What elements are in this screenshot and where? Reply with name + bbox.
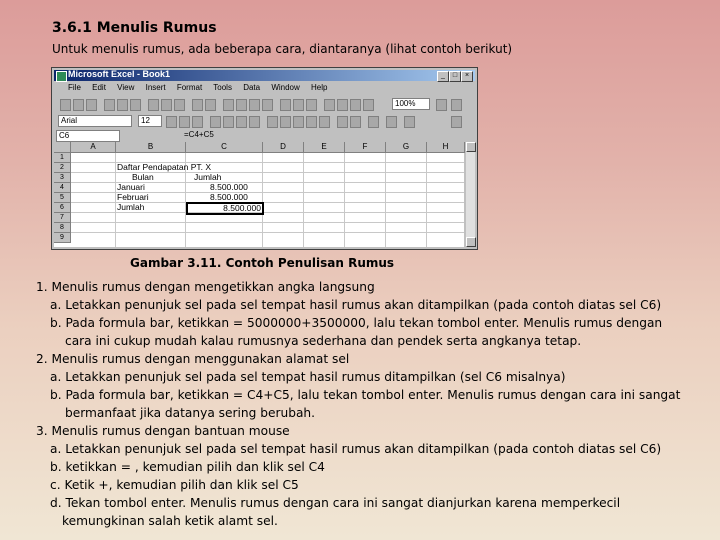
row-header[interactable]: 1 — [54, 153, 71, 163]
scroll-up-icon[interactable] — [466, 142, 476, 152]
gridline — [71, 222, 464, 223]
cell-c4[interactable]: 8.500.000 — [210, 182, 248, 192]
chevron-icon[interactable] — [451, 99, 462, 111]
name-box[interactable]: C6 — [56, 130, 120, 142]
help-icon[interactable] — [337, 99, 348, 111]
fill-color-icon[interactable] — [386, 116, 397, 128]
cell-b2[interactable]: Daftar Pendapatan PT. X — [117, 162, 212, 172]
formula-bar-row — [54, 130, 475, 141]
step-3d-cont: kemungkinan salah ketik alamt sel. — [62, 514, 278, 528]
cell-b5[interactable]: Februari — [117, 192, 149, 202]
spelling-icon[interactable] — [130, 99, 141, 111]
cell-c3[interactable]: Jumlah — [194, 172, 222, 182]
bar-chart-icon[interactable] — [350, 99, 361, 111]
new-icon[interactable] — [60, 99, 71, 111]
column-header[interactable]: C — [186, 142, 263, 153]
sort-asc-icon[interactable] — [249, 99, 260, 111]
merge-center-icon[interactable] — [249, 116, 260, 128]
section-subtitle: Untuk menulis rumus, ada beberapa cara, diantaranya (lihat contoh berikut) — [52, 42, 513, 56]
chevron-icon[interactable] — [451, 116, 462, 128]
cell-b3[interactable]: Bulan — [132, 172, 154, 182]
row-header[interactable]: 8 — [54, 223, 71, 233]
row-header[interactable]: 3 — [54, 173, 71, 183]
step-1: 1. Menulis rumus dengan mengetikkan angka langsung — [36, 280, 375, 294]
cell-b4[interactable]: Januari — [117, 182, 145, 192]
vertical-scrollbar[interactable] — [466, 142, 475, 247]
row-header[interactable]: 4 — [54, 183, 71, 193]
step-2: 2. Menulis rumus dengan menggunakan alamat sel — [36, 352, 350, 366]
column-header[interactable]: H — [427, 142, 465, 153]
font-name-select[interactable]: Arial — [58, 115, 132, 127]
standard-toolbar — [56, 97, 473, 112]
preview-icon[interactable] — [117, 99, 128, 111]
menu-tools[interactable]: Tools — [213, 83, 232, 92]
excel-menu-bar — [68, 83, 336, 94]
step-1a: a. Letakkan penunjuk sel pada sel tempat hasil rumus akan ditampilkan (pada contoh diatas sel C6) — [50, 298, 662, 312]
save-icon[interactable] — [86, 99, 97, 111]
step-3: 3. Menulis rumus dengan bantuan mouse — [36, 424, 290, 438]
decrease-decimal-icon[interactable] — [319, 116, 330, 128]
open-icon[interactable] — [73, 99, 84, 111]
menu-help[interactable]: Help — [311, 83, 328, 92]
step-2a: a. Letakkan penunjuk sel pada sel tempat hasil rumus ditampilkan (sel C6 misalnya) — [50, 370, 566, 384]
borders-icon[interactable] — [368, 116, 379, 128]
maximize-button[interactable]: □ — [449, 71, 461, 82]
web-icon[interactable] — [324, 99, 335, 111]
excel-screenshot — [51, 67, 478, 250]
chart-icon[interactable] — [280, 99, 291, 111]
print-icon[interactable] — [104, 99, 115, 111]
excel-title-bar — [54, 70, 475, 81]
step-2b: b. Pada formula bar, ketikkan = C4+C5, lalu tekan tombol enter. Menulis rumus dengan cara ini sangat — [50, 388, 681, 402]
gridline — [71, 232, 464, 233]
step-3c: c. Ketik +, kemudian pilih dan klik sel C5 — [50, 478, 299, 492]
align-left-icon[interactable] — [210, 116, 221, 128]
row-header[interactable]: 5 — [54, 193, 71, 203]
column-header[interactable]: B — [116, 142, 186, 153]
sort-desc-icon[interactable] — [262, 99, 273, 111]
row-header[interactable]: 2 — [54, 163, 71, 173]
cell-c6-selected[interactable]: 8.500.000 — [186, 202, 264, 215]
menu-insert[interactable]: Insert — [145, 83, 166, 92]
percent-icon[interactable] — [280, 116, 291, 128]
italic-icon[interactable] — [179, 116, 190, 128]
scroll-down-icon[interactable] — [466, 237, 476, 247]
menu-format[interactable]: Format — [176, 83, 203, 92]
cell-b6[interactable]: Jumlah — [117, 202, 145, 212]
figure-caption: Gambar 3.11. Contoh Penulisan Rumus — [130, 256, 395, 270]
row-header[interactable]: 6 — [54, 203, 71, 213]
align-center-icon[interactable] — [223, 116, 234, 128]
column-header[interactable]: E — [304, 142, 345, 153]
column-header[interactable]: A — [71, 142, 116, 153]
step-1b-cont: cara ini cukup mudah kalau rumusnya sederhana dan pendek serta angkanya tetap. — [65, 334, 582, 348]
office-assistant-icon[interactable] — [436, 99, 447, 111]
bold-icon[interactable] — [166, 116, 177, 128]
excel-app-icon — [56, 71, 67, 82]
autosum-icon[interactable] — [223, 99, 234, 111]
step-1b: b. Pada formula bar, ketikkan = 5000000+3500000, lalu tekan tombol enter. Menulis rumus dengan — [50, 316, 663, 330]
step-2b-cont: bermanfaat jika datanya sering berubah. — [65, 406, 316, 420]
step-3d: d. Tekan tombol enter. Menulis rumus dengan cara ini sangat dianjurkan karena memperkecil — [50, 496, 621, 510]
currency-icon[interactable] — [267, 116, 278, 128]
copy-icon[interactable] — [161, 99, 172, 111]
gridline — [71, 212, 464, 213]
menu-view[interactable]: View — [117, 83, 135, 92]
align-right-icon[interactable] — [236, 116, 247, 128]
close-button[interactable]: × — [461, 71, 473, 82]
function-icon[interactable] — [236, 99, 247, 111]
step-3a: a. Letakkan penunjuk sel pada sel tempat hasil rumus akan ditampilkan (pada contoh diatas sel C6) — [50, 442, 662, 456]
increase-indent-icon[interactable] — [350, 116, 361, 128]
row-header[interactable]: 9 — [54, 233, 71, 243]
zoom-select[interactable]: 100% — [392, 98, 430, 110]
menu-window[interactable]: Window — [271, 83, 300, 92]
paste-icon[interactable] — [174, 99, 185, 111]
menu-file[interactable]: File — [68, 83, 81, 92]
redo-icon[interactable] — [205, 99, 216, 111]
increase-decimal-icon[interactable] — [306, 116, 317, 128]
cut-icon[interactable] — [148, 99, 159, 111]
section-title: 3.6.1 Menulis Rumus — [52, 20, 217, 36]
excel-window-title: Microsoft Excel - Book1 — [68, 69, 171, 79]
cell-c5[interactable]: 8.500.000 — [210, 192, 248, 202]
row-header[interactable]: 7 — [54, 213, 71, 223]
column-header[interactable]: D — [263, 142, 304, 153]
formula-bar[interactable]: =C4+C5 — [184, 130, 214, 139]
gridline — [71, 172, 464, 173]
worksheet-grid[interactable] — [54, 142, 464, 247]
font-color-icon[interactable] — [404, 116, 415, 128]
underline-icon[interactable] — [192, 116, 203, 128]
comma-icon[interactable] — [293, 116, 304, 128]
column-header[interactable]: F — [345, 142, 386, 153]
font-size-select[interactable]: 12 — [138, 115, 162, 127]
map-icon[interactable] — [293, 99, 304, 111]
menu-edit[interactable]: Edit — [92, 83, 106, 92]
minimize-button[interactable]: _ — [437, 71, 449, 82]
column-header[interactable]: G — [386, 142, 427, 153]
decrease-indent-icon[interactable] — [337, 116, 348, 128]
drawing-icon[interactable] — [306, 99, 317, 111]
menu-data[interactable]: Data — [243, 83, 261, 92]
undo-icon[interactable] — [192, 99, 203, 111]
select-all-corner[interactable] — [54, 142, 71, 153]
drawing-toolbar-icon[interactable] — [363, 99, 374, 111]
formatting-toolbar — [56, 114, 473, 129]
step-3b: b. ketikkan = , kemudian pilih dan klik sel C4 — [50, 460, 325, 474]
